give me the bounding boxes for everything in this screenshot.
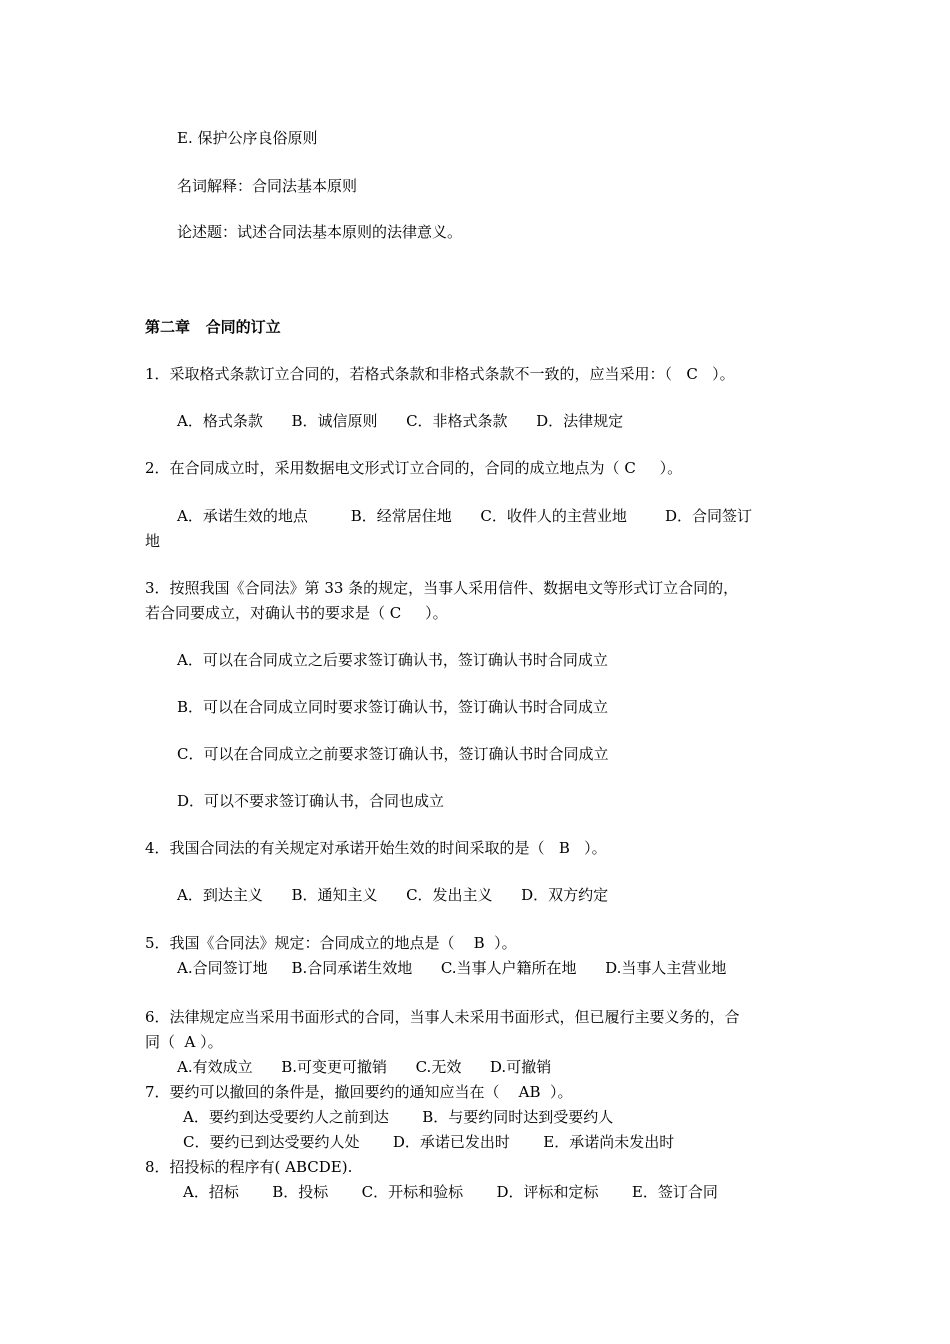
question-1: 1．采取格式条款订立合同的，若格式条款和非格式条款不一致的，应当采用：（ C ）。 [145, 365, 735, 383]
question-5-options: A.合同签订地 B.合同承诺生效地 C.当事人户籍所在地 D.当事人主营业地 [177, 959, 727, 977]
question-6-wrap: 同（ A ）。 [145, 1033, 223, 1051]
term-definition-prompt: 名词解释：合同法基本原则 [177, 177, 358, 195]
question-1-options: A．格式条款 B．诚信原则 C．非格式条款 D．法律规定 [177, 412, 624, 430]
question-6-options: A.有效成立 B.可变更可撤销 C.无效 D.可撤销 [177, 1058, 552, 1076]
essay-prompt: 论述题：试述合同法基本原则的法律意义。 [177, 223, 463, 241]
option-e-text: E. 保护公序良俗原则 [177, 129, 318, 147]
question-2-options: A．承诺生效的地点 B．经常居住地 C．收件人的主营业地 D．合同签订 [177, 507, 753, 525]
question-6: 6．法律规定应当采用书面形式的合同，当事人未采用书面形式，但已履行主要义务的，合 [145, 1008, 740, 1026]
chapter-heading: 第二章 合同的订立 [145, 318, 281, 336]
question-3-option-c: C．可以在合同成立之前要求签订确认书，签订确认书时合同成立 [177, 745, 609, 763]
question-4-options: A．到达主义 B．通知主义 C．发出主义 D．双方约定 [177, 886, 609, 904]
question-2-options-wrap: 地 [145, 532, 161, 550]
question-3-option-a: A．可以在合同成立之后要求签订确认书，签订确认书时合同成立 [177, 651, 608, 669]
question-4: 4．我国合同法的有关规定对承诺开始生效的时间采取的是（ B ）。 [145, 839, 607, 857]
question-7-options-row1: A．要约到达受要约人之前到达 B．与要约同时达到受要约人 [183, 1108, 614, 1126]
question-3-option-d: D．可以不要求签订确认书，合同也成立 [177, 792, 445, 810]
question-7: 7．要约可以撤回的条件是，撤回要约的通知应当在（ AB ）。 [145, 1083, 573, 1101]
question-8: 8．招投标的程序有( ABCDE). [145, 1158, 353, 1176]
question-3-wrap: 若合同要成立，对确认书的要求是（ C ）。 [145, 604, 448, 622]
question-8-options: A．招标 B．投标 C．开标和验标 D．评标和定标 E．签订合同 [183, 1183, 718, 1201]
question-3-option-b: B．可以在合同成立同时要求签订确认书，签订确认书时合同成立 [177, 698, 609, 716]
question-2: 2．在合同成立时，采用数据电文形式订立合同的，合同的成立地点为（ C ）。 [145, 459, 683, 477]
question-3: 3．按照我国《合同法》第 33 条的规定，当事人采用信件、数据电文等形式订立合同的， [145, 579, 739, 597]
question-5: 5．我国《合同法》规定：合同成立的地点是（ B ）。 [145, 934, 517, 952]
question-7-options-row2: C．要约已到达受要约人处 D．承诺已发出时 E．承诺尚未发出时 [183, 1133, 675, 1151]
